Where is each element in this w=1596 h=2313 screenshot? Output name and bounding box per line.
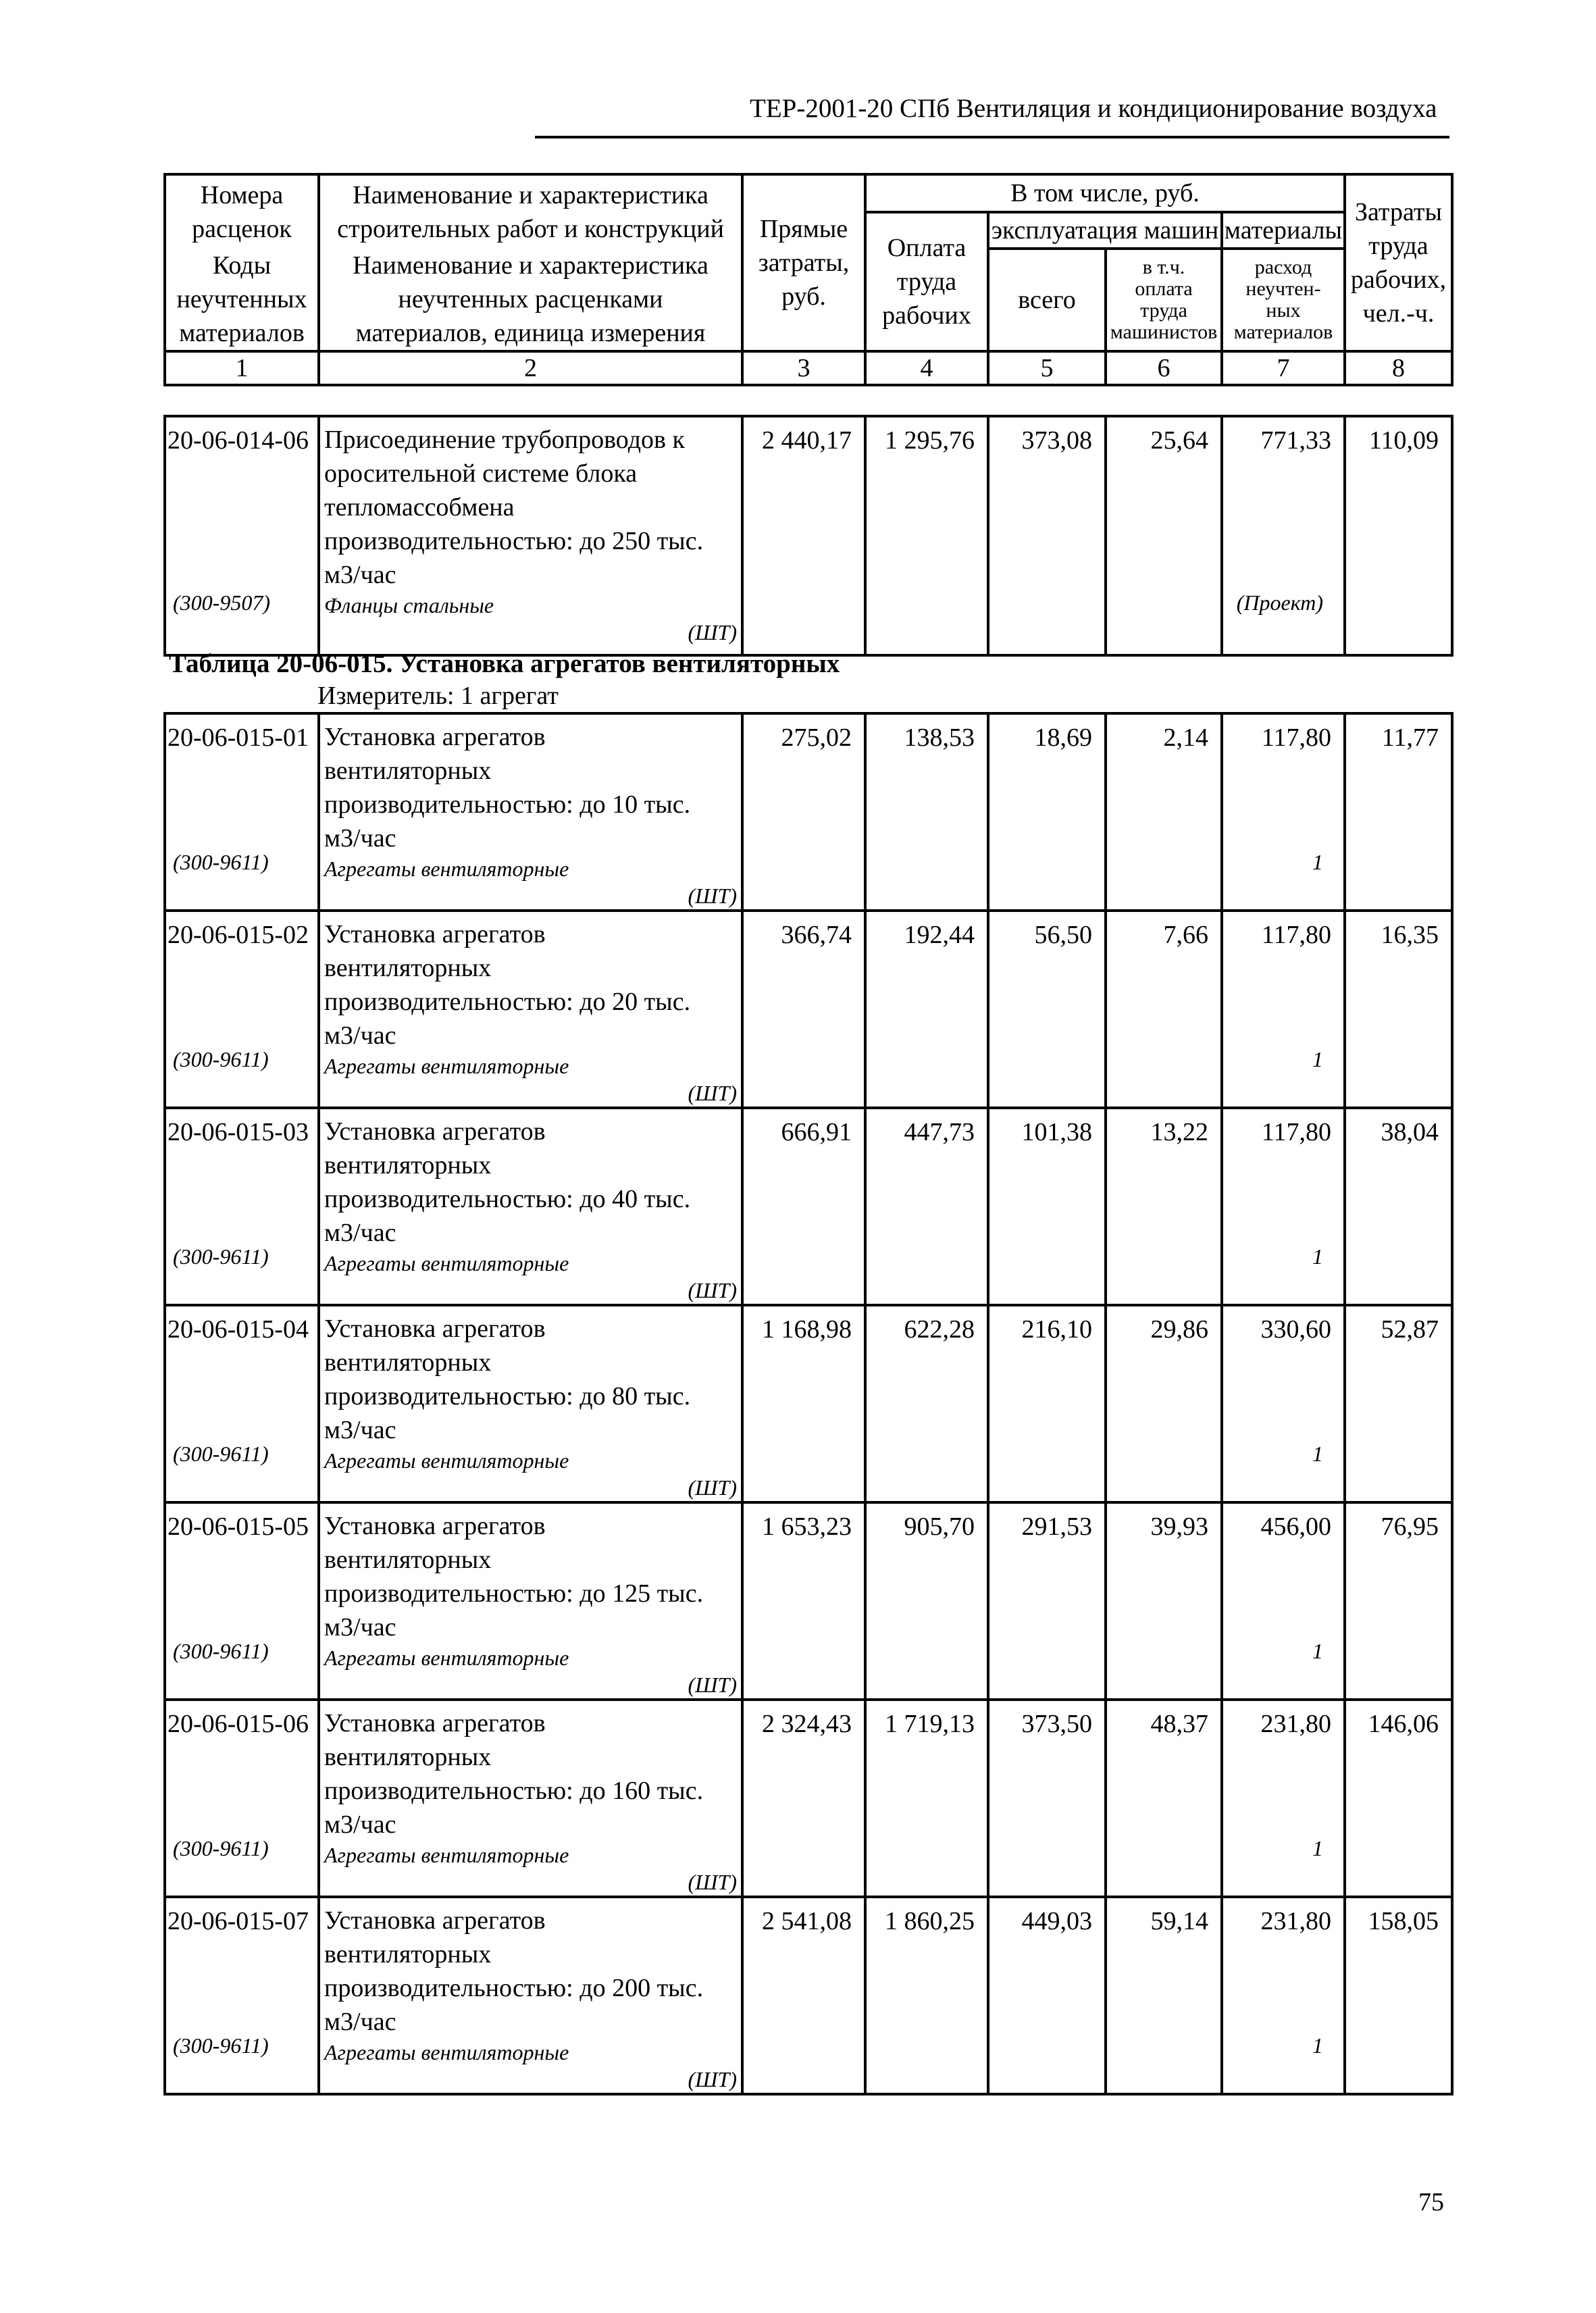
material-name: Агрегаты вентиляторные [324, 2040, 569, 2064]
work-name-line: м3/час [324, 1416, 396, 1444]
col5-header: всего [988, 249, 1106, 351]
table-row [165, 911, 1452, 1108]
material-code: (300-9611) [173, 1442, 269, 1466]
material-name: Агрегаты вентиляторные [324, 857, 569, 881]
material-unit: (ШТ) [688, 620, 737, 644]
work-name-line: производительностью: до 20 тыс. [324, 988, 691, 1016]
work-name-line: производительностью: до 40 тыс. [324, 1185, 691, 1213]
labor-hours: 52,87 [1381, 1315, 1439, 1344]
material-quantity: 1 [1312, 1047, 1323, 1071]
work-name-line: м3/час [324, 1613, 396, 1642]
col-number: 5 [988, 351, 1106, 385]
machinist-pay: 7,66 [1163, 921, 1208, 949]
work-name-line: м3/час [324, 561, 396, 589]
materials-cost: 330,60 [1260, 1315, 1331, 1344]
table-row [165, 713, 1452, 911]
material-code: (300-9611) [173, 1836, 269, 1860]
table-row [165, 1897, 1452, 2094]
material-unit: (ШТ) [688, 1278, 737, 1302]
direct-cost: 1 653,23 [762, 1513, 852, 1541]
work-name-line: производительностью: до 125 тыс. [324, 1579, 704, 1608]
col-number: 7 [1222, 351, 1345, 385]
work-name-line: вентиляторных [324, 1151, 492, 1179]
material-name: Агрегаты вентиляторные [324, 1646, 569, 1670]
work-name [320, 912, 741, 1052]
rate-code: 20-06-015-07 [168, 1907, 309, 1935]
work-name [320, 1504, 741, 1644]
work-name-line: вентиляторных [324, 1348, 492, 1377]
work-name-line: м3/час [324, 2008, 396, 2036]
work-name-line: вентиляторных [324, 1546, 492, 1574]
page-header-title: ТЕР-2001-20 СПб Вентиляция и кондиционирование воздуха [750, 94, 1437, 123]
material-quantity: 1 [1312, 2033, 1323, 2058]
material-unit: (ШТ) [688, 1475, 737, 1500]
machines-total: 373,50 [1021, 1710, 1092, 1738]
work-name-line: производительностью: до 250 тыс. [324, 527, 704, 555]
rate-code: 20-06-015-04 [168, 1315, 309, 1344]
labor-hours: 16,35 [1381, 921, 1439, 949]
direct-cost: 1 168,98 [762, 1315, 852, 1344]
work-name-line: Установка агрегатов [324, 723, 546, 751]
work-name-line: вентиляторных [324, 1940, 492, 1968]
machines-total: 56,50 [1034, 921, 1092, 949]
work-name [320, 1701, 741, 1841]
material-name: Агрегаты вентиляторные [324, 1054, 569, 1078]
machinist-pay: 13,22 [1150, 1118, 1208, 1146]
machines-header: эксплуатация машин [988, 212, 1222, 249]
material-quantity: 1 [1312, 850, 1323, 874]
material-code: (300-9507) [173, 590, 270, 615]
col-number: 8 [1345, 351, 1452, 385]
work-name-line: оросительной системе блока [324, 459, 638, 488]
rate-code: 20-06-015-02 [168, 921, 309, 949]
col-number: 3 [742, 351, 865, 385]
labor-hours: 76,95 [1381, 1513, 1439, 1541]
measure-unit: Измеритель: 1 агрегат [317, 682, 559, 710]
machinist-pay: 29,86 [1150, 1315, 1208, 1344]
col1-bottom-header: Коды неучтенных материалов [165, 249, 319, 351]
work-name-line: м3/час [324, 1219, 396, 1247]
machines-total: 449,03 [1021, 1907, 1092, 1935]
direct-cost: 2 541,08 [762, 1907, 852, 1935]
table-row [165, 1305, 1452, 1502]
labor-hours: 146,06 [1368, 1710, 1439, 1738]
material-quantity: 1 [1312, 1639, 1323, 1663]
labor-hours: 110,09 [1368, 426, 1439, 455]
col1-top-header: Номера расценок [165, 174, 319, 249]
column-header-table [163, 173, 1453, 386]
rate-code: 20-06-015-05 [168, 1513, 309, 1541]
work-name-line: тепломассобмена [324, 493, 515, 522]
material-quantity: 1 [1312, 1836, 1323, 1860]
labor-hours: 11,77 [1381, 723, 1439, 752]
machinist-pay: 25,64 [1150, 426, 1208, 455]
price-table-014 [163, 415, 1453, 657]
labor-pay: 1 295,76 [885, 426, 975, 455]
labor-pay: 622,28 [904, 1315, 975, 1344]
work-name-line: Присоединение трубопроводов к [324, 426, 685, 454]
labor-hours: 158,05 [1368, 1907, 1439, 1935]
col4-header: Оплата труда рабочих [865, 212, 988, 351]
work-name-line: Установка агрегатов [324, 1315, 546, 1343]
col8-header: Затраты труда рабочих, чел.-ч. [1345, 174, 1452, 351]
including-header: В том числе, руб. [865, 174, 1345, 212]
labor-pay: 1 860,25 [885, 1907, 975, 1935]
col-number: 4 [865, 351, 988, 385]
machinist-pay: 59,14 [1150, 1907, 1208, 1935]
direct-cost: 2 440,17 [762, 426, 852, 455]
work-name-line: производительностью: до 80 тыс. [324, 1382, 691, 1410]
work-name-line: Установка агрегатов [324, 1906, 546, 1935]
material-name: Фланцы стальные [324, 593, 494, 617]
materials-header: материалы [1222, 212, 1345, 249]
rate-code: 20-06-015-06 [168, 1710, 309, 1738]
machines-total: 18,69 [1034, 723, 1092, 752]
material-quantity: 1 [1312, 1244, 1323, 1269]
machinist-pay: 2,14 [1163, 723, 1208, 752]
direct-cost: 2 324,43 [762, 1710, 852, 1738]
material-name: Агрегаты вентиляторные [324, 1251, 569, 1275]
direct-cost: 666,91 [781, 1118, 852, 1146]
machines-total: 216,10 [1021, 1315, 1092, 1344]
table-row [165, 1502, 1452, 1700]
material-unit: (ШТ) [688, 1081, 737, 1105]
material-unit: (ШТ) [688, 1673, 737, 1697]
direct-cost: 275,02 [781, 723, 852, 752]
work-name-line: Установка агрегатов [324, 1709, 546, 1737]
work-name-line: м3/час [324, 1021, 396, 1050]
col-number: 1 [165, 351, 319, 385]
work-name-line: производительностью: до 200 тыс. [324, 1974, 704, 2002]
col2-top-header: Наименование и характеристика строительных работ и конструкций [319, 174, 742, 249]
header-rule [535, 136, 1449, 138]
material-code: (300-9611) [173, 850, 269, 874]
machinist-pay: 39,93 [1150, 1513, 1208, 1541]
labor-pay: 192,44 [904, 921, 975, 949]
work-name-line: производительностью: до 160 тыс. [324, 1777, 704, 1805]
labor-pay: 447,73 [904, 1118, 975, 1146]
materials-cost: 117,80 [1261, 723, 1331, 752]
materials-cost: 771,33 [1260, 426, 1331, 455]
material-name: Агрегаты вентиляторные [324, 1448, 569, 1473]
work-name-line: м3/час [324, 824, 396, 853]
table-row [165, 1700, 1452, 1897]
col3-header: Прямые затраты, руб. [742, 174, 865, 351]
table-row [165, 1108, 1452, 1305]
rate-code: 20-06-014-06 [168, 426, 309, 455]
material-unit: (ШТ) [688, 2067, 737, 2091]
work-name-line: вентиляторных [324, 757, 492, 785]
materials-cost: 117,80 [1261, 1118, 1331, 1146]
col6-header: в т.ч. оплата труда машинистов [1106, 249, 1222, 351]
work-name-line: производительностью: до 10 тыс. [324, 790, 691, 819]
material-code: (300-9611) [173, 2033, 269, 2058]
work-name-line: вентиляторных [324, 1743, 492, 1771]
table-row [165, 416, 1452, 655]
work-name-line: Установка агрегатов [324, 1512, 546, 1540]
direct-cost: 366,74 [781, 921, 852, 949]
machines-total: 291,53 [1021, 1513, 1092, 1541]
work-name [320, 1898, 741, 2039]
work-name-line: Установка агрегатов [324, 920, 546, 948]
rate-code: 20-06-015-03 [168, 1118, 309, 1146]
machinist-pay: 48,37 [1150, 1710, 1208, 1738]
machines-total: 101,38 [1021, 1118, 1092, 1146]
material-name: Агрегаты вентиляторные [324, 1843, 569, 1867]
labor-pay: 905,70 [904, 1513, 975, 1541]
work-name-line: вентиляторных [324, 954, 492, 982]
col-number: 2 [319, 351, 742, 385]
work-name [320, 1109, 741, 1250]
materials-cost: 231,80 [1260, 1710, 1331, 1738]
work-name [320, 417, 741, 592]
section-title: Таблица 20-06-015. Установка агрегатов вентиляторных [169, 649, 840, 678]
price-table-015 [163, 712, 1453, 2095]
rate-code: 20-06-015-01 [168, 723, 309, 752]
page-number: 75 [1418, 2188, 1444, 2216]
material-unit: (ШТ) [688, 1870, 737, 1894]
labor-pay: 138,53 [904, 723, 975, 752]
labor-hours: 38,04 [1381, 1118, 1439, 1146]
col2-bottom-header: Наименование и характеристика неучтенных расценками материалов, единица измерения [319, 249, 742, 351]
work-name [320, 715, 741, 855]
labor-pay: 1 719,13 [885, 1710, 975, 1738]
work-name-line: Установка агрегатов [324, 1117, 546, 1146]
work-name-line: м3/час [324, 1810, 396, 1839]
material-code: (300-9611) [173, 1047, 269, 1071]
material-quantity: (Проект) [1236, 590, 1323, 615]
material-code: (300-9611) [173, 1639, 269, 1663]
machines-total: 373,08 [1021, 426, 1092, 455]
col-number: 6 [1106, 351, 1222, 385]
material-unit: (ШТ) [688, 884, 737, 908]
materials-cost: 231,80 [1260, 1907, 1331, 1935]
material-code: (300-9611) [173, 1244, 269, 1269]
col7-header: расход неучтен- ных материалов [1222, 249, 1345, 351]
material-quantity: 1 [1312, 1442, 1323, 1466]
work-name [320, 1306, 741, 1447]
materials-cost: 117,80 [1261, 921, 1331, 949]
materials-cost: 456,00 [1260, 1513, 1331, 1541]
